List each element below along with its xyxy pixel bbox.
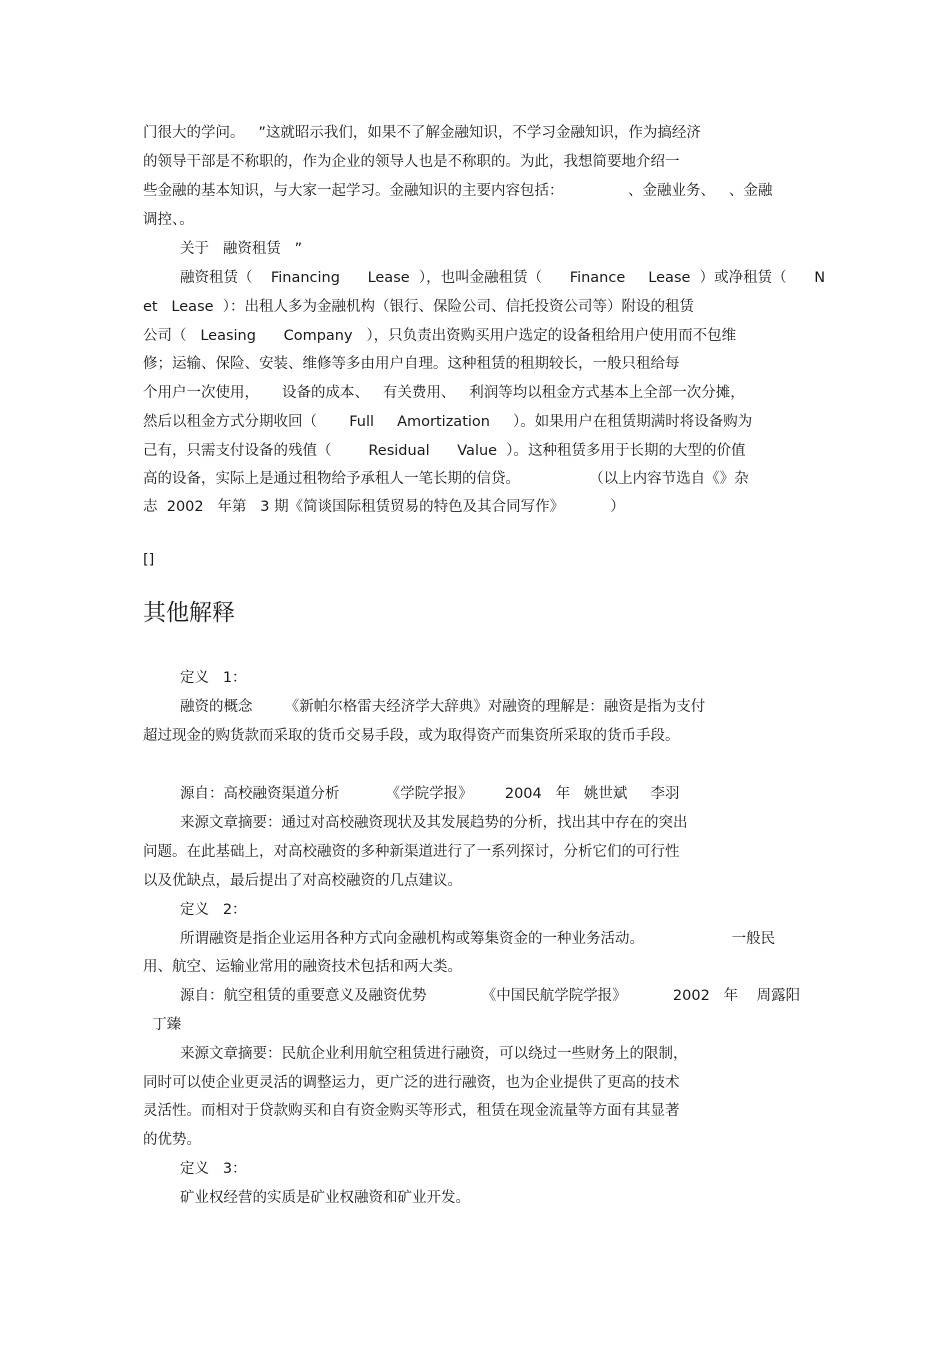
- text-line: 高的设备，实际上是通过租物给予承租人一笔长期的信贷。 （以上内容节选自《》杂: [143, 471, 749, 487]
- text-line: 定义 2：: [180, 902, 247, 918]
- text-line: 所谓融资是指企业运用各种方式向金融机构或筹集资金的一种业务活动。 一般民: [180, 931, 776, 947]
- text-line: 修；运输、保险、安装、维修等多由用户自理。这种租赁的租期较长，一般只租给每: [143, 356, 680, 372]
- text-line: 门很大的学问。 ”这就昭示我们，如果不了解金融知识，不学习金融知识，作为搞经济: [143, 125, 701, 141]
- text-line: et Lease ）：出租人多为金融机构（银行、保险公司、信托投资公司等）附设的租赁: [143, 299, 695, 315]
- text-line: 融资租赁（ Financing Lease ），也叫金融租赁（ Finance Lease ）或净租赁（ N: [180, 270, 826, 286]
- text-line: 来源文章摘要：通过对高校融资现状及其发展趋势的分析，找出其中存在的突出: [180, 815, 688, 831]
- text-line: 志 2002 年第 3 期《简谈国际租赁贸易的特色及其合同写作》 ）: [143, 499, 625, 515]
- text-line: 超过现金的购货款而采取的货币交易手段，或为取得资产而集资所采取的货币手段。: [143, 728, 680, 744]
- text-line: 定义 1：: [180, 670, 247, 686]
- text-line: 个用户一次使用， 设备的成本、 有关费用、 利润等均以租金方式基本上全部一次分摊，: [143, 385, 745, 401]
- text-line: 矿业权经营的实质是矿业权融资和矿业开发。: [180, 1190, 470, 1206]
- text-line: 灵活性。而相对于贷款购买和自有资金购买等形式，租赁在现金流量等方面有其显著: [143, 1103, 680, 1119]
- text-line: 调控、。: [143, 212, 194, 228]
- text-line: 源自：航空租赁的重要意义及融资优势 《中国民航学院学报》 2002 年 周露阳: [180, 988, 801, 1004]
- text-line: 定义 3：: [180, 1161, 247, 1177]
- bracket-marker: []: [143, 552, 155, 568]
- text-line: 问题。在此基础上，对高校融资的多种新渠道进行了一系列探讨，分析它们的可行性: [143, 844, 680, 860]
- text-line: 同时可以使企业更灵活的调整运力，更广泛的进行融资，也为企业提供了更高的技术: [143, 1075, 680, 1091]
- text-line: 源自：高校融资渠道分析 《学院学报》 2004 年 姚世斌 李羽: [180, 786, 680, 802]
- text-line: 融资的概念 《新帕尔格雷夫经济学大辞典》对融资的理解是：融资是指为支付: [180, 699, 706, 715]
- text-line: 然后以租金方式分期收回（ Full Amortization ）。如果用户在租赁期满时将设备购为: [143, 414, 753, 430]
- text-line: 关于 融资租赁 ”: [180, 241, 303, 257]
- section-heading: 其他解释: [143, 600, 235, 626]
- text-line: 来源文章摘要：民航企业利用航空租赁进行融资，可以绕过一些财务上的限制，: [180, 1046, 688, 1062]
- text-line: 的优势。: [143, 1132, 201, 1148]
- text-line: 以及优缺点，最后提出了对高校融资的几点建议。: [143, 873, 462, 889]
- text-line: 用、航空、运输业常用的融资技术包括和两大类。: [143, 959, 462, 975]
- text-line: 丁臻: [143, 1017, 182, 1033]
- text-line: 的领导干部是不称职的，作为企业的领导人也是不称职的。为此，我想简要地介绍一: [143, 154, 680, 170]
- text-line: 些金融的基本知识，与大家一起学习。金融知识的主要内容包括： 、金融业务、 、金融: [143, 183, 773, 199]
- text-line: 公司（ Leasing Company ），只负责出资购买用户选定的设备租给用户使用而不包维: [143, 328, 737, 344]
- text-line: 己有，只需支付设备的残值（ Residual Value ）。这种租赁多用于长期的大型的价值: [143, 443, 746, 459]
